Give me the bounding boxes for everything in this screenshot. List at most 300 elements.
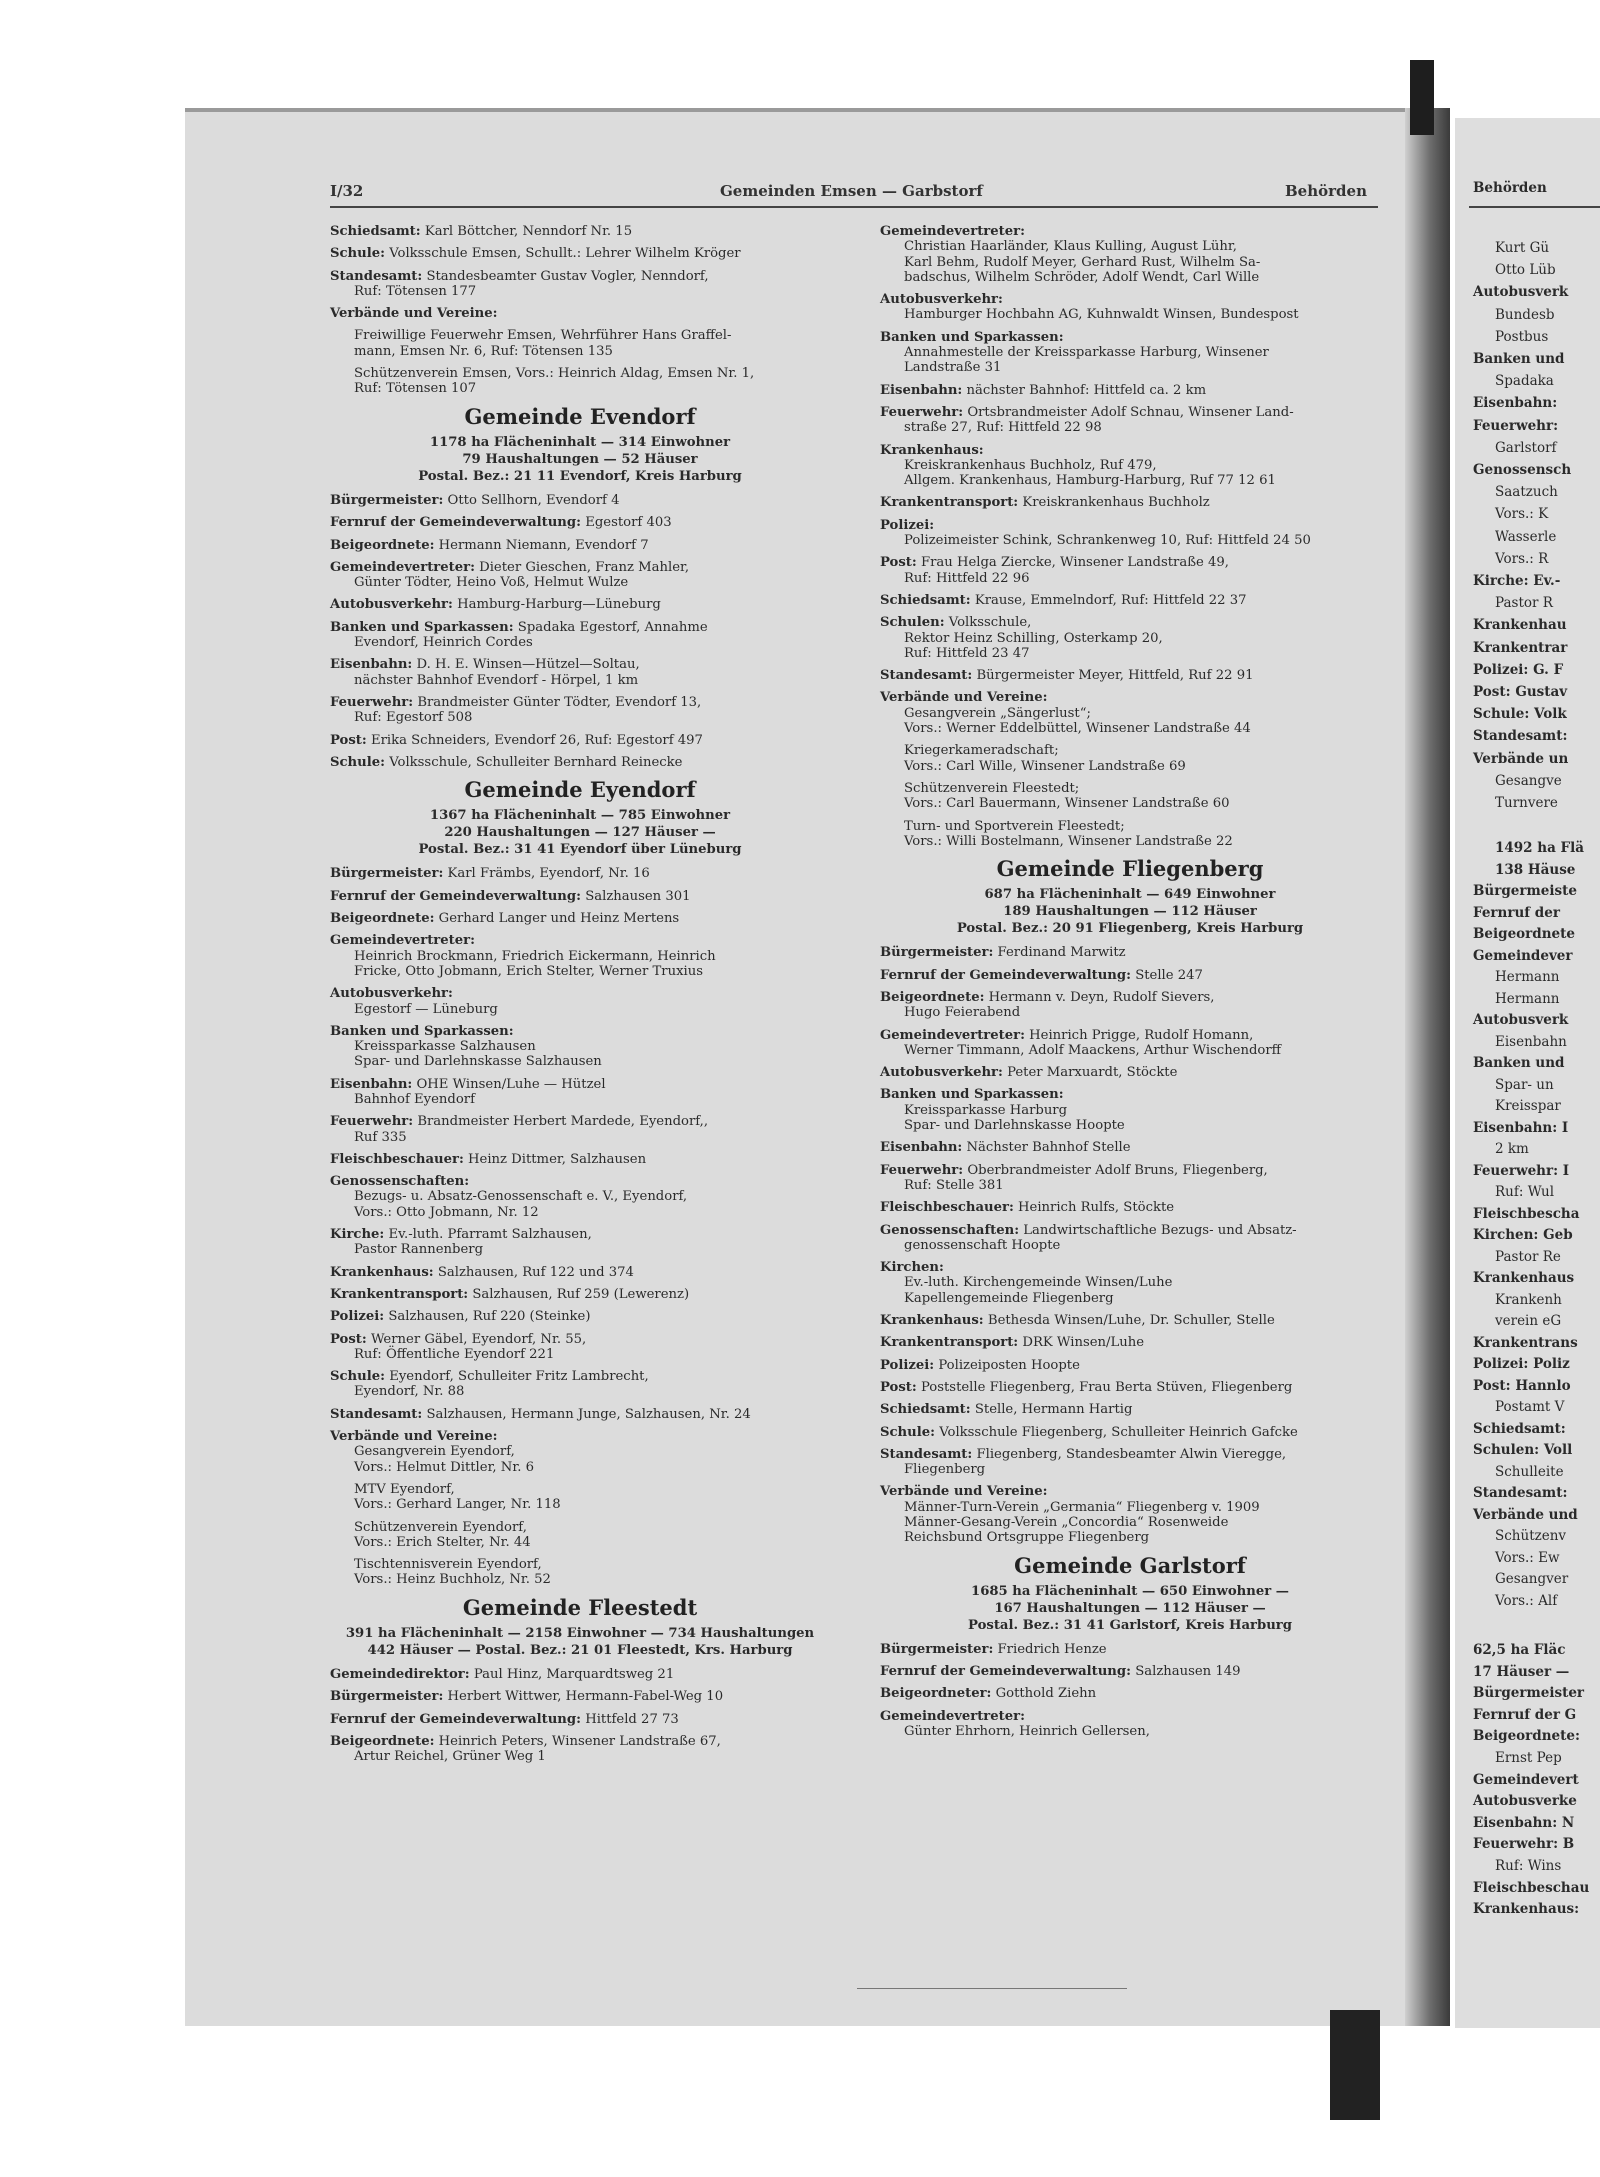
entry-subline: MTV Eyendorf, — [354, 1481, 455, 1497]
entry-subline: Spar- und Darlehnskasse Salzhausen — [354, 1054, 602, 1070]
entry-label: Kirchen: — [880, 1260, 944, 1276]
entry-label: Post: — [330, 732, 367, 748]
entry-text: Eyendorf, Schulleiter Fritz Lambrecht, — [389, 1369, 649, 1385]
entry-label: Beigeordnete: — [880, 989, 985, 1005]
entry-label: Krankentransport: — [880, 1335, 1019, 1351]
entry-text: Erika Schneiders, Evendorf 26, Ruf: Egestorf 497 — [370, 732, 703, 748]
facing-line: Schiedsamt: — [1473, 1420, 1566, 1437]
entry-text: Salzhausen, Ruf 122 und 374 — [437, 1264, 634, 1280]
entry — [880, 1313, 1380, 1328]
entry-label: Feuerwehr: — [880, 404, 964, 420]
entry-label: Feuerwehr: — [330, 1114, 414, 1130]
stats-line: 442 Häuser — Postal. Bez.: 21 01 Fleestedt, Krs. Harburg — [367, 1643, 793, 1658]
stats-block — [880, 886, 1380, 937]
entry-label: Bürgermeister: — [330, 866, 444, 882]
entry-label: Verbände und Vereine: — [880, 690, 1048, 706]
facing-line: Eisenbahn: I — [1473, 1119, 1569, 1136]
entry-subline: Schützenverein Fleestedt; — [904, 780, 1080, 796]
entry — [330, 1287, 830, 1302]
facing-line: Schulleite — [1495, 1463, 1564, 1480]
facing-line: Gesangver — [1495, 1571, 1569, 1587]
facing-line: Hermann — [1495, 990, 1560, 1007]
entry-text: D. H. E. Winsen—Hützel—Soltau, — [416, 657, 640, 673]
entry-continuation: Ruf: Stelle 381 — [904, 1177, 1004, 1193]
facing-line: Eisenbahn — [1495, 1033, 1567, 1050]
entry-label: Polizei: — [880, 517, 935, 533]
entry — [880, 1358, 1380, 1373]
stats-line: Postal. Bez.: 31 41 Garlstorf, Kreis Harburg — [968, 1617, 1292, 1633]
entry — [880, 1028, 1380, 1059]
facing-line: 62,5 ha Fläc — [1473, 1642, 1566, 1658]
entry-subline: Christian Haarländer, Klaus Kulling, August Lühr, — [904, 239, 1237, 255]
facing-line: Spar- un — [1495, 1076, 1554, 1093]
scan-margin-mark — [1330, 2010, 1380, 2120]
entry-label: Standesamt: — [330, 1406, 423, 1422]
facing-line: 138 Häuse — [1495, 861, 1576, 878]
entry-text: Hamburg-Harburg—Lüneburg — [457, 597, 661, 613]
section-title-fleestedt: Gemeinde Fleestedt — [462, 1594, 698, 1620]
entry-continuation: Hugo Feierabend — [904, 1005, 1021, 1021]
facing-line: Feuerwehr: — [1473, 417, 1559, 434]
entry-label: Eisenbahn: — [880, 382, 963, 398]
entry — [880, 1642, 1380, 1657]
facing-line: Postbus — [1495, 328, 1549, 345]
right-column — [880, 224, 1380, 1746]
entry-subline: Gesangverein Eyendorf, — [354, 1444, 515, 1460]
facing-line: Bürgermeister — [1473, 1685, 1585, 1702]
facing-line: Eisenbahn: N — [1473, 1814, 1575, 1831]
facing-line: Schützenv — [1495, 1528, 1567, 1544]
entry-label: Fleischbeschauer: — [330, 1151, 464, 1167]
entry-label: Eisenbahn: — [330, 657, 413, 673]
entry-text: Salzhausen, Ruf 259 (Lewerenz) — [472, 1286, 690, 1302]
entry — [880, 383, 1380, 398]
entry-subline: Annahmestelle der Kreissparkasse Harburg, Winsener — [904, 345, 1269, 361]
entry — [880, 1380, 1380, 1395]
entry-label: Eisenbahn: — [880, 1140, 963, 1156]
section-title-garlstorf: Gemeinde Garlstorf — [1014, 1552, 1246, 1578]
scan-margin-mark — [1410, 60, 1434, 135]
entry — [330, 866, 830, 881]
entry-text: Stelle 247 — [1135, 967, 1203, 983]
entry-text: Salzhausen 301 — [585, 888, 691, 904]
entry-text: Gerhard Langer und Heinz Mertens — [438, 911, 680, 927]
left-column — [330, 224, 830, 1771]
facing-line: Post: Gustav — [1473, 684, 1568, 700]
entry-text: Hermann v. Deyn, Rudolf Sievers, — [988, 989, 1215, 1005]
entry-subline: Kapellengemeinde Fliegenberg — [904, 1290, 1114, 1306]
entry — [330, 1114, 830, 1145]
entry — [880, 555, 1380, 586]
entry — [880, 330, 1380, 376]
entry-text: Karl Böttcher, Nenndorf Nr. 15 — [424, 224, 633, 239]
facing-line: Kurt Gü — [1495, 240, 1550, 256]
header-rule — [330, 206, 1378, 208]
entry-continuation: Vors.: Gerhard Langer, Nr. 118 — [354, 1497, 561, 1513]
entry — [330, 306, 830, 321]
stats-line: 1367 ha Flächeninhalt — 785 Einwohner — [429, 808, 731, 824]
entry-continuation: Werner Timmann, Adolf Maackens, Arthur Wischendorff — [904, 1042, 1282, 1058]
entry-subline: Tischtennisverein Eyendorf, — [354, 1557, 542, 1573]
section-label: Behörden — [1285, 182, 1367, 200]
entry-label: Verbände und Vereine: — [880, 1484, 1048, 1500]
entry-text: nächster Bahnhof: Hittfeld ca. 2 km — [966, 382, 1207, 398]
entry-text: Stelle, Hermann Hartig — [974, 1402, 1133, 1418]
facing-line: Garlstorf — [1495, 439, 1557, 456]
stats-line: 1178 ha Flächeninhalt — 314 Einwohner — [429, 434, 731, 450]
facing-line: Wasserle — [1495, 528, 1557, 545]
facing-line: Fleischbeschau — [1473, 1879, 1590, 1896]
entry-label: Schulen: — [880, 615, 945, 631]
entry-continuation: nächster Bahnhof Evendorf - Hörpel, 1 km — [354, 672, 639, 688]
facing-line: Autobusverk — [1473, 1012, 1569, 1028]
entry-subline: Hamburger Hochbahn AG, Kuhnwaldt Winsen, Bundespost — [904, 307, 1299, 323]
entry-continuation: Landstraße 31 — [904, 360, 1002, 376]
entry — [330, 1667, 830, 1682]
entry-text: Bürgermeister Meyer, Hittfeld, Ruf 22 91 — [976, 668, 1254, 684]
entry-label: Post: — [880, 1379, 917, 1395]
facing-line: Ruf: Wins — [1495, 1858, 1562, 1874]
facing-line: Bürgermeiste — [1473, 883, 1577, 899]
entry-continuation: badschus, Wilhelm Schröder, Adolf Wendt, Carl Wille — [904, 269, 1260, 285]
entry-label: Beigeordnete: — [330, 1733, 435, 1749]
entry-text: Werner Gäbel, Eyendorf, Nr. 55, — [370, 1331, 587, 1347]
entry — [330, 1152, 830, 1167]
entry-continuation: Ruf: Egestorf 508 — [354, 710, 473, 726]
entry-continuation: Ruf: Tötensen 177 — [354, 283, 477, 299]
page-number: I/32 — [330, 182, 364, 200]
entry-label: Genossenschaften: — [880, 1222, 1020, 1238]
entry-label: Fernruf der Gemeindeverwaltung: — [330, 515, 581, 531]
section-title-fliegenberg: Gemeinde Fliegenberg — [996, 856, 1264, 882]
stats-line: 391 ha Flächeninhalt — 2158 Einwohner — 734 Haushaltungen — [345, 1626, 815, 1641]
entry — [880, 593, 1380, 608]
facing-line: Krankentrans — [1473, 1334, 1578, 1351]
facing-line: 17 Häuser — — [1473, 1663, 1570, 1680]
entry — [330, 560, 830, 591]
entry-continuation: Vors.: Erich Stelter, Nr. 44 — [354, 1534, 531, 1550]
entry-continuation: Rektor Heinz Schilling, Osterkamp 20, — [904, 630, 1163, 646]
entry — [330, 538, 830, 553]
entry-label: Beigeordneter: — [880, 1686, 992, 1702]
stats-block — [330, 434, 830, 485]
entry — [330, 1227, 830, 1258]
entry-continuation: Ruf: Öffentliche Eyendorf 221 — [354, 1346, 555, 1362]
entry-text: Landwirtschaftliche Bezugs- und Absatz- — [1023, 1222, 1297, 1238]
entry — [880, 1223, 1380, 1254]
entry-label: Fleischbeschauer: — [880, 1200, 1014, 1216]
entry-subline: Reichsbund Ortsgruppe Fliegenberg — [904, 1530, 1150, 1546]
entry-text: Poststelle Fliegenberg, Frau Berta Stüven, Fliegenberg — [920, 1379, 1293, 1395]
entry-continuation: Vors.: Carl Wille, Winsener Landstraße 69 — [904, 758, 1186, 774]
entry-continuation: Günter Tödter, Heino Voß, Helmut Wulze — [354, 575, 629, 591]
facing-line: 2 km — [1495, 1141, 1529, 1157]
entry — [330, 1712, 830, 1727]
facing-line: Krankenh — [1495, 1291, 1562, 1308]
facing-line: Vors.: Alf — [1495, 1592, 1558, 1609]
entry — [880, 1447, 1380, 1478]
entry-subline: Gesangverein „Sängerlust“; — [904, 705, 1091, 721]
entry — [330, 1369, 830, 1400]
facing-line: Vors.: R — [1495, 550, 1549, 567]
entry — [330, 911, 830, 926]
stats-line: Postal. Bez.: 20 91 Fliegenberg, Kreis Harburg — [956, 921, 1304, 937]
entry-text: Bethesda Winsen/Luhe, Dr. Schuller, Stelle — [987, 1313, 1275, 1329]
facing-line: Fleischbescha — [1473, 1205, 1580, 1222]
entry-label: Gemeindevertreter: — [880, 1027, 1025, 1043]
facing-line: Bundesb — [1495, 306, 1555, 323]
entry-label: Fernruf der Gemeindeverwaltung: — [880, 967, 1131, 983]
entry-label: Schiedsamt: — [880, 1402, 971, 1418]
entry-text: Hittfeld 27 73 — [585, 1711, 679, 1727]
facing-line: Gesangve — [1495, 772, 1562, 789]
entry-label: Fernruf der Gemeindeverwaltung: — [880, 1664, 1131, 1680]
stats-line: 79 Haushaltungen — 52 Häuser — [462, 451, 698, 467]
entry-subline: Schützenverein Emsen, Vors.: Heinrich Aldag, Emsen Nr. 1, — [354, 366, 755, 382]
entry-text: Paul Hinz, Marquardtsweg 21 — [473, 1667, 675, 1682]
stats-line: 687 ha Flächeninhalt — 649 Einwohner — [984, 887, 1276, 903]
entry-label: Polizei: — [880, 1357, 935, 1373]
entry — [880, 743, 1380, 774]
facing-line: Banken und — [1473, 1055, 1565, 1071]
entry-text: Heinrich Rulfs, Stöckte — [1018, 1200, 1175, 1216]
facing-line: Saatzuch — [1495, 484, 1558, 501]
entry — [330, 269, 830, 300]
entry — [880, 1087, 1380, 1133]
entry-continuation: genossenschaft Hoopte — [904, 1237, 1061, 1253]
entry — [880, 1484, 1380, 1545]
entry-text: Brandmeister Günter Tödter, Evendorf 13, — [417, 694, 702, 710]
entry — [880, 1335, 1380, 1350]
entry-continuation: straße 27, Ruf: Hittfeld 22 98 — [904, 420, 1102, 436]
entry-subline: Kreiskrankenhaus Buchholz, Ruf 479, — [904, 457, 1157, 473]
entry-label: Autobusverkehr: — [880, 1065, 1003, 1081]
entry-subline: Günter Ehrhorn, Heinrich Gellersen, — [904, 1724, 1150, 1740]
entry — [880, 405, 1380, 436]
entry-continuation: Eyendorf, Nr. 88 — [354, 1384, 465, 1400]
facing-line: Verbände und — [1473, 1506, 1578, 1523]
entry-label: Standesamt: — [880, 668, 973, 684]
facing-line: Otto Lüb — [1495, 262, 1556, 279]
entry — [330, 755, 830, 770]
entry-text: Karl Främbs, Eyendorf, Nr. 16 — [447, 866, 650, 882]
entry — [880, 668, 1380, 683]
entry-label: Banken und Sparkassen: — [880, 329, 1064, 345]
entry — [330, 1734, 830, 1765]
entry — [330, 246, 830, 261]
entry-continuation: Fricke, Otto Jobmann, Erich Stelter, Werner Truxius — [354, 963, 703, 979]
facing-line: verein eG — [1495, 1313, 1562, 1329]
facing-line: Standesamt: — [1473, 728, 1568, 745]
entry — [330, 889, 830, 904]
entry-label: Fernruf der Gemeindeverwaltung: — [330, 1711, 581, 1727]
entry-text: Volksschule Fliegenberg, Schulleiter Heinrich Gafcke — [939, 1424, 1298, 1440]
section-title-eyendorf: Gemeinde Eyendorf — [464, 777, 696, 803]
entry — [880, 1425, 1380, 1440]
entry-text: Ortsbrandmeister Adolf Schnau, Winsener Land- — [967, 404, 1294, 420]
entry-text: Otto Sellhorn, Evendorf 4 — [447, 492, 620, 508]
entry-subline: Schützenverein Eyendorf, — [354, 1519, 527, 1535]
entry-label: Schiedsamt: — [330, 224, 421, 239]
entry-continuation: Vors.: Werner Eddelbüttel, Winsener Landstraße 44 — [904, 721, 1251, 737]
entry — [330, 1520, 830, 1551]
entry-continuation: Evendorf, Heinrich Cordes — [354, 635, 533, 651]
facing-line: Krankenhaus — [1473, 1270, 1575, 1286]
entry-continuation: Vors.: Otto Jobmann, Nr. 12 — [354, 1204, 539, 1220]
entry-label: Schule: — [880, 1424, 935, 1440]
entry-subline: Männer-Gesang-Verein „Concordia“ Rosenweide — [904, 1515, 1229, 1530]
entry-text: Heinz Dittmer, Salzhausen — [468, 1151, 647, 1167]
entry — [330, 657, 830, 688]
facing-line: Polizei: G. F — [1473, 661, 1564, 678]
entry — [880, 1140, 1380, 1155]
entry-label: Verbände und Vereine: — [330, 306, 498, 322]
facing-line: Hermann — [1495, 969, 1560, 985]
entry-text: Egestorf 403 — [585, 515, 672, 531]
entry-label: Kirche: — [330, 1227, 385, 1243]
stats-line: Postal. Bez.: 21 11 Evendorf, Kreis Harburg — [418, 468, 742, 484]
stats-line: 220 Haushaltungen — 127 Häuser — — [444, 825, 716, 841]
entry — [330, 1024, 830, 1070]
entry — [880, 615, 1380, 661]
entry — [880, 990, 1380, 1021]
entry-label: Schule: — [330, 246, 385, 262]
entry-continuation: Bahnhof Eyendorf — [354, 1091, 475, 1107]
entry-label: Banken und Sparkassen: — [330, 619, 514, 635]
entry-text: Salzhausen 149 — [1135, 1664, 1241, 1680]
entry — [880, 495, 1380, 510]
entry-label: Verbände und Vereine: — [330, 1429, 498, 1445]
facing-page — [1455, 118, 1600, 2028]
entry — [330, 515, 830, 530]
entry-continuation: Ruf: Hittfeld 22 96 — [904, 570, 1030, 586]
entry-continuation: Pastor Rannenberg — [354, 1242, 484, 1258]
entry-label: Schule: — [330, 1369, 385, 1385]
entry-subline: Bezugs- u. Absatz-Genossenschaft e. V., Eyendorf, — [354, 1189, 688, 1205]
entry-label: Post: — [330, 1331, 367, 1347]
facing-line: Ruf: Wul — [1495, 1184, 1555, 1200]
facing-header: Behörden — [1473, 180, 1547, 196]
entry-continuation: Artur Reichel, Grüner Weg 1 — [354, 1749, 546, 1765]
facing-line: Fernruf der — [1473, 904, 1560, 921]
entry-text: Peter Marxuardt, Stöckte — [1007, 1065, 1178, 1081]
entry-text: Heinrich Prigge, Rudolf Homann, — [1029, 1027, 1254, 1043]
entry — [330, 1077, 830, 1108]
entry-label: Gemeindevertreter: — [880, 224, 1025, 239]
facing-line: Polizei: Poliz — [1473, 1356, 1570, 1372]
entry-subline: Ev.-luth. Kirchengemeinde Winsen/Luhe — [904, 1275, 1173, 1291]
entry — [330, 1429, 830, 1475]
page-edge — [185, 108, 1450, 112]
entry-label: Bürgermeister: — [880, 945, 994, 961]
entry-label: Eisenbahn: — [330, 1076, 413, 1092]
entry — [330, 493, 830, 508]
entry-subline: Männer-Turn-Verein „Germania“ Fliegenberg v. 1909 — [904, 1499, 1260, 1515]
entry-label: Gemeindevertreter: — [880, 1708, 1025, 1724]
footer-rule — [857, 1988, 1127, 1989]
entry — [880, 1260, 1380, 1306]
entry-label: Banken und Sparkassen: — [880, 1087, 1064, 1103]
entry-subline: Allgem. Krankenhaus, Hamburg-Harburg, Ruf 77 12 61 — [904, 473, 1276, 489]
entry-label: Feuerwehr: — [330, 694, 414, 710]
facing-line: Beigeordnete: — [1473, 1728, 1580, 1745]
entry-label: Gemeindedirektor: — [330, 1667, 470, 1682]
entry-continuation: Vors.: Willi Bostelmann, Winsener Landstraße 22 — [904, 833, 1233, 849]
entry-label: Beigeordnete: — [330, 911, 435, 927]
stats-block — [330, 807, 830, 858]
entry-text: Krause, Emmelndorf, Ruf: Hittfeld 22 37 — [974, 592, 1247, 608]
facing-line: Ernst Pep — [1495, 1750, 1562, 1766]
facing-line: Postamt V — [1495, 1399, 1565, 1415]
entry — [330, 1309, 830, 1324]
entry-subline: Kriegerkameradschaft; — [904, 743, 1059, 759]
facing-line: Kreisspar — [1495, 1098, 1561, 1114]
entry-text: Heinrich Peters, Winsener Landstraße 67, — [438, 1733, 721, 1749]
stats-line: 1685 ha Flächeninhalt — 650 Einwohner — — [971, 1583, 1289, 1599]
stats-block — [330, 1625, 830, 1659]
entry-text: Volksschule Emsen, Schullt.: Lehrer Wilhelm Kröger — [389, 246, 741, 262]
entry-label: Krankenhaus: — [880, 442, 984, 458]
entry — [330, 986, 830, 1017]
entry-label: Gemeindevertreter: — [330, 559, 475, 575]
facing-line: Krankentrar — [1473, 639, 1568, 656]
facing-line: Banken und — [1473, 351, 1565, 367]
entry-continuation: Fliegenberg — [904, 1462, 986, 1478]
entry-subline: Egestorf — Lüneburg — [354, 1001, 498, 1017]
entry — [880, 1686, 1380, 1701]
entry-continuation: Karl Behm, Rudolf Meyer, Gerhard Rust, Wilhelm Sa- — [904, 254, 1261, 270]
entry-continuation: Vors.: Helmut Dittler, Nr. 6 — [354, 1459, 534, 1475]
entry-label: Standesamt: — [330, 268, 423, 284]
entry — [880, 968, 1380, 983]
facing-line: Feuerwehr: B — [1473, 1836, 1575, 1853]
entry — [330, 733, 830, 748]
facing-line: Kirchen: Geb — [1473, 1227, 1573, 1243]
entry-label: Genossenschaften: — [330, 1174, 470, 1190]
entry-text: Oberbrandmeister Adolf Bruns, Fliegenberg, — [967, 1162, 1268, 1178]
entry-label: Krankenhaus: — [880, 1313, 984, 1329]
entry — [880, 819, 1380, 850]
facing-line: Post: Hannlo — [1473, 1377, 1571, 1394]
entry-text: Standesbeamter Gustav Vogler, Nenndorf, — [426, 268, 709, 284]
entry-continuation: Ruf: Tötensen 107 — [354, 381, 477, 397]
entry-subline: Spar- und Darlehnskasse Hoopte — [904, 1118, 1125, 1134]
entry — [330, 1407, 830, 1422]
entry-label: Beigeordnete: — [330, 537, 435, 553]
entry — [880, 1402, 1380, 1417]
entry-continuation: mann, Emsen Nr. 6, Ruf: Tötensen 135 — [354, 343, 613, 359]
entry-label: Fernruf der Gemeindeverwaltung: — [330, 888, 581, 904]
entry — [880, 1065, 1380, 1080]
entry-text: DRK Winsen/Luhe — [1022, 1335, 1145, 1351]
section-title-evendorf: Gemeinde Evendorf — [464, 403, 696, 429]
entry-label: Standesamt: — [880, 1446, 973, 1462]
entry — [330, 328, 830, 359]
entry — [880, 292, 1380, 323]
facing-line: Schule: Volk — [1473, 706, 1567, 723]
entry-text: Polizeiposten Hoopte — [938, 1357, 1080, 1373]
entry-continuation: Ruf: Hittfeld 23 47 — [904, 645, 1030, 661]
entry — [330, 1265, 830, 1280]
entry — [880, 1664, 1380, 1679]
facing-line: Feuerwehr: I — [1473, 1162, 1570, 1179]
entry-text: Brandmeister Herbert Mardede, Eyendorf,, — [417, 1114, 709, 1130]
entry-text: Ferdinand Marwitz — [997, 945, 1126, 961]
facing-line: Pastor R — [1495, 595, 1553, 612]
entry-label: Bürgermeister: — [330, 492, 444, 508]
entry-label: Post: — [880, 555, 917, 571]
entry-continuation: Vors.: Heinz Buchholz, Nr. 52 — [354, 1572, 551, 1588]
